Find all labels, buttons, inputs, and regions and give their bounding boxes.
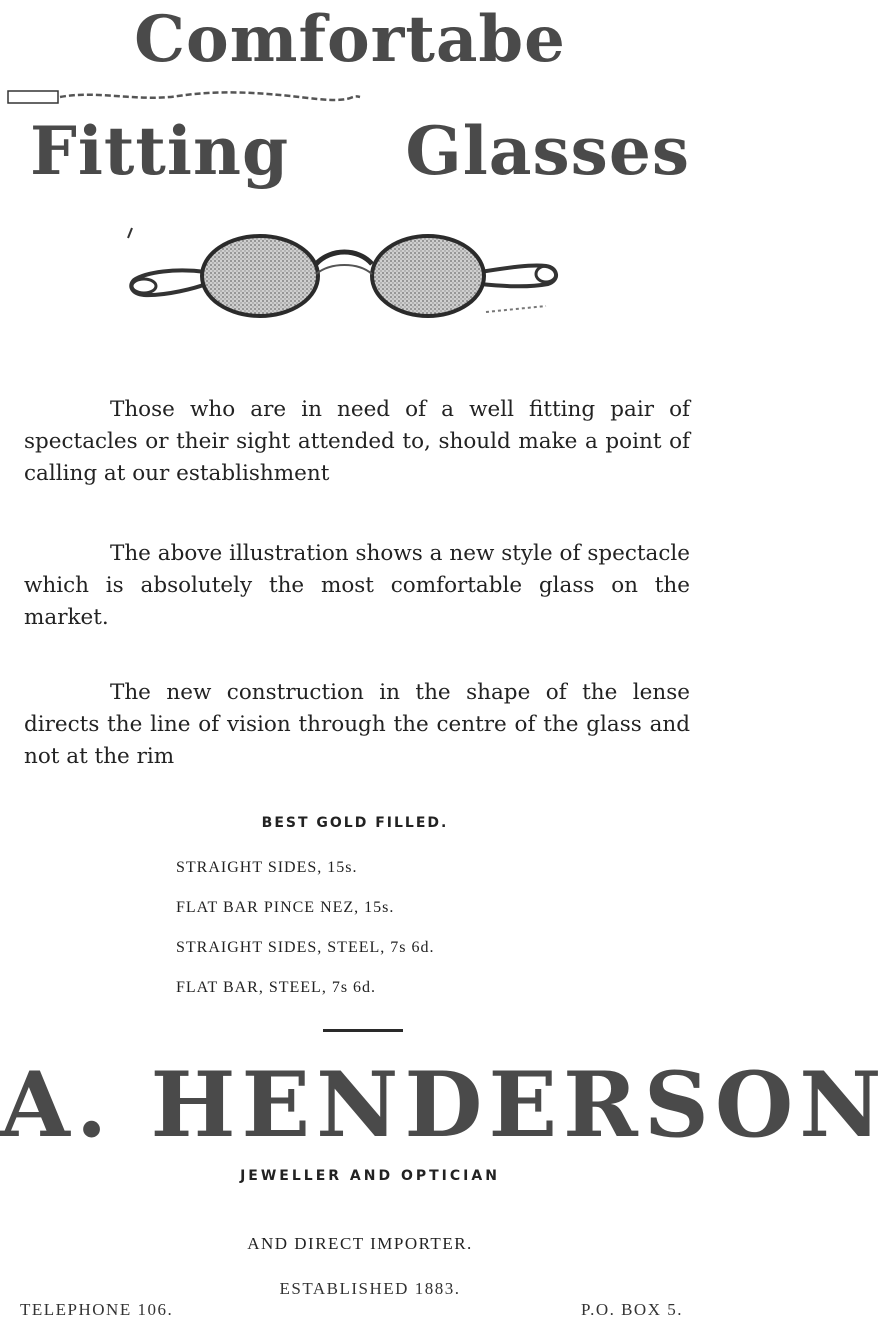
price-item: STRAIGHT SIDES, 15s.	[176, 859, 358, 876]
scrawl-mark	[8, 88, 363, 106]
paragraph-2: The above illustration shows a new style of spectacle which is absolutely the most comfortable glass on the market.	[24, 541, 690, 630]
price-list-heading: BEST GOLD FILLED.	[261, 815, 449, 831]
headline-line1: Comfortabe	[134, 2, 566, 77]
headline-line2	[30, 108, 690, 194]
spectacles-icon	[126, 228, 566, 328]
po-box: P.O. BOX 5.	[581, 1300, 683, 1319]
business-trade-2: AND DIRECT IMPORTER.	[247, 1234, 473, 1253]
established-year: ESTABLISHED 1883.	[279, 1279, 461, 1298]
headline-word-glasses: Glasses	[405, 112, 690, 190]
divider-rule	[323, 1029, 403, 1032]
price-list	[176, 848, 596, 1008]
price-item: STRAIGHT SIDES, STEEL, 7s 6d.	[176, 939, 435, 956]
business-trade: JEWELLER AND OPTICIAN	[240, 1168, 500, 1184]
telephone-number: TELEPHONE 106.	[20, 1300, 174, 1319]
price-item: FLAT BAR, STEEL, 7s 6d.	[176, 979, 377, 996]
paragraph-3: The new construction in the shape of the lense directs the line of vision through the centre of the glass and not at the rim	[24, 680, 690, 769]
headline-word-fitting: Fitting	[30, 112, 290, 190]
paragraph-1: Those who are in need of a well fitting pair of spectacles or their sight attended to, should make a point of calling at our establishment	[24, 397, 690, 486]
business-name: A. HENDERSON	[0, 1052, 888, 1158]
price-item: FLAT BAR PINCE NEZ, 15s.	[176, 899, 395, 916]
